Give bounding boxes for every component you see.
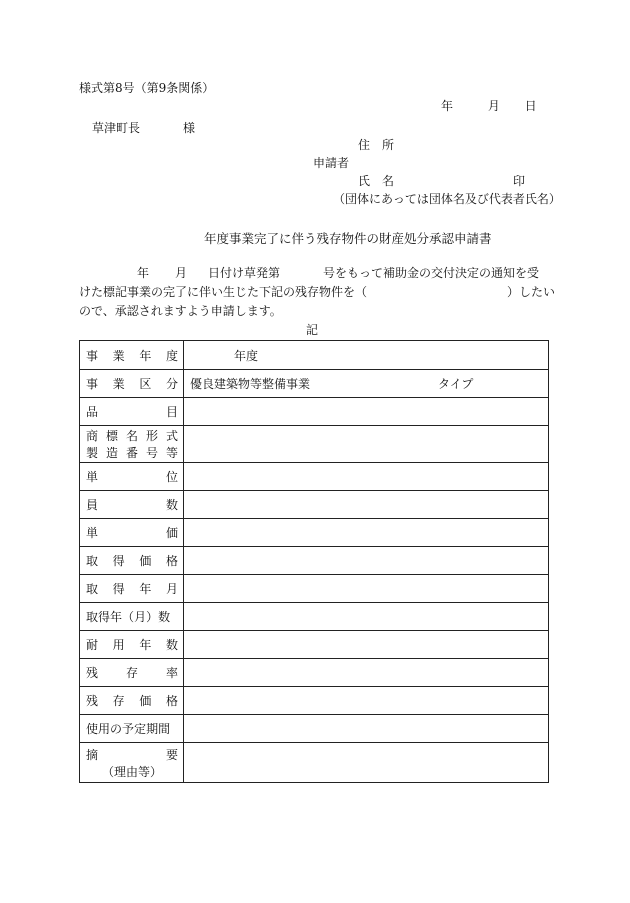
row-label-note: （理由等） xyxy=(101,764,162,779)
row-value[interactable] xyxy=(184,603,549,631)
row-value[interactable] xyxy=(184,370,549,398)
form-number: 様式第8号（第9条関係） xyxy=(79,81,215,95)
body-year: 年 xyxy=(137,266,150,280)
row-value[interactable] xyxy=(184,491,549,519)
table-row xyxy=(80,341,549,370)
body-day-ref: 日付け草発第 xyxy=(208,266,281,280)
table-row xyxy=(80,631,549,659)
organization-note: （団体にあっては団体名及び代表者氏名） xyxy=(333,192,561,206)
body-line1-rest: 号をもって補助金の交付決定の通知を受 xyxy=(323,266,540,280)
addressee-name: 草津町長 xyxy=(92,121,141,135)
date-day: 日 xyxy=(524,99,537,113)
table-row xyxy=(80,519,549,547)
row-label-text: 事 業 区 分 xyxy=(86,377,178,391)
table-row xyxy=(80,687,549,715)
date-month: 月 xyxy=(487,99,500,113)
row-value[interactable] xyxy=(184,398,549,426)
row-label-text: 取 得 年 （ 月 ） 数 xyxy=(86,610,171,624)
row-label xyxy=(80,603,184,631)
row-label xyxy=(80,463,184,491)
seal-mark: 印 xyxy=(513,174,526,188)
date-line xyxy=(441,99,537,113)
row-label-text: 残 存 価 格 xyxy=(86,694,178,708)
row-value[interactable] xyxy=(184,659,549,687)
row-label-text: 品 目 xyxy=(86,405,178,419)
row-label-text: 単 価 xyxy=(86,526,178,540)
row-label xyxy=(80,491,184,519)
name-label: 氏 名 xyxy=(358,174,395,188)
row-value-text: 年度 xyxy=(234,348,259,363)
row-value[interactable] xyxy=(184,426,549,463)
row-value[interactable] xyxy=(184,631,549,659)
applicant-label: 申請者 xyxy=(313,156,350,170)
row-label xyxy=(80,341,184,370)
table-row xyxy=(80,370,549,398)
row-label xyxy=(80,426,184,463)
row-label xyxy=(80,398,184,426)
document-title: 年度事業完了に伴う残存物件の財産処分承認申請書 xyxy=(204,231,492,246)
row-label-text: 摘 要 xyxy=(86,747,178,762)
row-value[interactable] xyxy=(184,341,549,370)
row-label-text: 事 業 年 度 xyxy=(86,348,178,363)
row-label xyxy=(80,519,184,547)
row-value[interactable] xyxy=(184,687,549,715)
address-label: 住 所 xyxy=(358,138,395,152)
row-value[interactable] xyxy=(184,743,549,783)
table-row xyxy=(80,659,549,687)
addressee-honorific: 様 xyxy=(183,121,196,135)
body-line3: ので、承認されますよう申請します。 xyxy=(79,304,282,318)
body-line2-end: ）したい xyxy=(507,285,556,299)
row-label xyxy=(80,575,184,603)
row-label-text: 単 位 xyxy=(86,470,178,484)
row-value[interactable] xyxy=(184,715,549,743)
table-row xyxy=(80,743,549,783)
row-value[interactable] xyxy=(184,463,549,491)
row-value[interactable] xyxy=(184,519,549,547)
row-label-text: 商 標 名 形 式 xyxy=(86,429,178,443)
ki-heading: 記 xyxy=(306,323,319,337)
row-label-text: 製 造 番 号 等 xyxy=(86,446,178,460)
table-row xyxy=(80,603,549,631)
table-row xyxy=(80,463,549,491)
row-label-text: 耐 用 年 数 xyxy=(86,638,178,652)
row-label xyxy=(80,547,184,575)
row-label xyxy=(80,715,184,743)
row-value-text: 優良建築物等整備事業 xyxy=(190,377,311,391)
row-label xyxy=(80,743,184,783)
table-row xyxy=(80,715,549,743)
table-row xyxy=(80,575,549,603)
table-row xyxy=(80,547,549,575)
date-year: 年 xyxy=(441,99,454,113)
row-type-text: タイプ xyxy=(438,377,474,391)
table-row xyxy=(80,491,549,519)
row-label xyxy=(80,370,184,398)
body-line2: けた標記事業の完了に伴い生じた下記の残存物件を（ xyxy=(79,285,368,299)
row-value[interactable] xyxy=(184,575,549,603)
row-value[interactable] xyxy=(184,547,549,575)
body-month: 月 xyxy=(175,266,188,280)
table-row xyxy=(80,426,549,463)
table-row xyxy=(80,398,549,426)
row-label-text: 取 得 年 月 xyxy=(86,582,178,596)
row-label-text: 員 数 xyxy=(86,498,178,512)
property-table xyxy=(79,340,549,783)
row-label-text: 残 存 率 xyxy=(86,666,178,680)
row-label xyxy=(80,687,184,715)
row-label xyxy=(80,659,184,687)
row-label-text: 取 得 価 格 xyxy=(86,554,178,568)
row-label-text: 使 用 の 予 定 期 間 xyxy=(86,722,171,736)
row-label xyxy=(80,631,184,659)
